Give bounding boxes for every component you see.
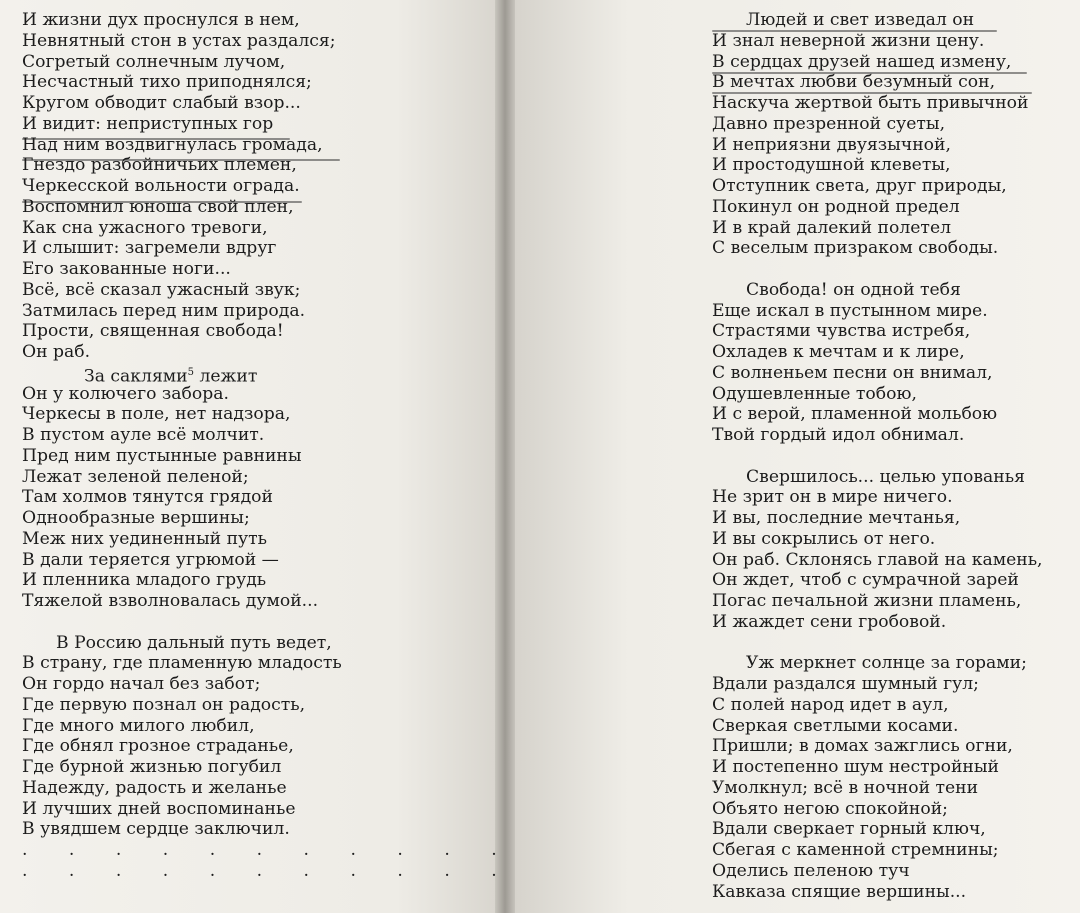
poem-line: Меж них уединенный путь [22, 528, 268, 549]
poem-line: Страстями чувства истребя, [712, 321, 971, 342]
poem-line: Умолкнул; всё в ночной тени [712, 777, 979, 798]
poem-line: И лучших дней воспоминанье [22, 798, 296, 819]
poem-line: И постепенно шум нестройный [712, 757, 999, 777]
poem-line: Сбегая с каменной стремнины; [712, 840, 999, 860]
poem-line: Он у колючего забора. [22, 383, 229, 404]
poem-line: Несчастный тихо приподнялся; [22, 72, 312, 93]
poem-line: Охладев к мечтам и к лире, [712, 342, 965, 362]
poem-line: И жизни дух проснулся в нем, [22, 10, 300, 30]
poem-line: С волненьем песни он внимал, [712, 362, 993, 383]
poem-line: Пред ним пустынные равнины [22, 445, 302, 466]
poem-line: В пустом ауле всё молчит. [22, 425, 265, 445]
poem-line: Там холмов тянутся грядой [22, 487, 273, 508]
poem-line: Где много милого любил, [22, 715, 255, 736]
poem-line: Он раб. [22, 342, 91, 362]
poem-line: Одушевленные тобою, [712, 383, 917, 404]
poem-line: Лежат зеленой пеленой; [22, 466, 249, 487]
poem-line: Кругом обводит слабый взор... [22, 93, 301, 113]
poem-line: Кавказа спящие вершины... [712, 881, 967, 902]
ellipsis-line: . . . . . . . . . . . [22, 860, 515, 881]
poem-line: И с верой, пламенной мольбою [712, 404, 998, 425]
poem-line: Всё, всё сказал ужасный звук; [22, 279, 301, 300]
poem-line-end: лежит [199, 366, 258, 387]
poem-line: Однообразные вершины; [22, 508, 250, 528]
poem-line: В дали теряется угрюмой — [22, 549, 279, 570]
stanza-break [712, 446, 1043, 467]
poem-line: В страну, где пламенную младость [22, 653, 342, 674]
poem-line: Погас печальной жизни пламень, [712, 591, 1022, 611]
poem-line: В сердцах друзей нашед измену, [712, 51, 1012, 72]
poem-line: Людей и свет изведал он [746, 10, 975, 30]
poem-line: И вы сокрылись от него. [712, 528, 936, 549]
poem-line: Тяжелой взволновалась думой... [22, 591, 319, 611]
poem-line: Еще искал в пустынном мире. [712, 300, 988, 321]
poem-line: И неприязни двуязычной, [712, 134, 951, 155]
poem-line: Черкесы в поле, нет надзора, [22, 404, 291, 425]
poem-line: И в край далекий полетел [712, 217, 952, 238]
poem-line: Затмилась перед ним природа. [22, 300, 306, 321]
poem-line: Объято негою спокойной; [712, 798, 948, 819]
poem-line: Где обнял грозное страданье, [22, 736, 294, 757]
poem-line: В Россию дальный путь ведет, [56, 632, 332, 653]
right-poem-text [712, 10, 1043, 902]
poem-line: С веселым призраком свободы. [712, 238, 999, 259]
poem-line: Наскуча жертвой быть привычной [712, 93, 1029, 113]
poem-line: Вдали сверкает горный ключ, [712, 819, 986, 840]
poem-line: И жаждет сени гробовой. [712, 611, 947, 632]
poem-line: Оделись пеленою туч [712, 860, 910, 881]
poem-line: Воспомнил юноша свой плен, [22, 196, 294, 217]
poem-line: Как сна ужасного тревоги, [22, 217, 268, 238]
poem-line: Гнездо разбойничьих племен, [22, 155, 297, 176]
poem-line: И вы, последние мечтанья, [712, 508, 961, 528]
poem-line: Пришли; в домах зажглись огни, [712, 736, 1013, 757]
ellipsis-line: . . . . . . . . . . . [22, 840, 515, 860]
poem-line: Его закованные ноги... [22, 259, 231, 279]
poem-line: Согретый солнечным лучом, [22, 51, 286, 72]
poem-line: С полей народ идет в аул, [712, 694, 949, 715]
poem-line: И видит: неприступных гор [22, 113, 274, 134]
poem-line: Свобода! он одной тебя [746, 279, 961, 300]
poem-line: Он раб. Склонясь главой на камень, [712, 549, 1043, 570]
poem-line: Где бурной жизнью погубил [22, 757, 282, 777]
poem-line: Отступник света, друг природы, [712, 176, 1007, 196]
poem-line: Покинул он родной предел [712, 196, 960, 217]
poem-line [22, 363, 515, 387]
poem-line: И простодушной клеветы, [712, 155, 951, 176]
poem-line: И слышит: загремели вдруг [22, 238, 277, 259]
poem-line-text: За саклями [84, 366, 188, 387]
poem-line: Он ждет, чтоб с сумрачной зарей [712, 570, 1019, 591]
poem-line: Он гордо начал без забот; [22, 674, 261, 694]
poem-line: В увядшем сердце заключил. [22, 819, 290, 840]
poem-line: Черкесской вольности ограда. [22, 176, 300, 196]
left-poem-text [22, 10, 515, 882]
poem-line: Не зрит он в мире ничего. [712, 487, 953, 508]
poem-line: Вдали раздался шумный гул; [712, 674, 979, 694]
poem-line: Твой гордый идол обнимал. [712, 425, 965, 445]
poem-line: В мечтах любви безумный сон, [712, 72, 996, 93]
poem-line: Свершилось... целью упованья [746, 466, 1025, 487]
stanza-break [22, 612, 515, 633]
poem-line: Невнятный стон в устах раздался; [22, 30, 336, 51]
stanza-break [712, 633, 1043, 654]
poem-line: И пленника младого грудь [22, 570, 267, 591]
poem-line: Надежду, радость и желанье [22, 777, 287, 798]
poem-line: Сверкая светлыми косами. [712, 715, 959, 736]
poem-line: Над ним воздвигнулась громада, [22, 134, 323, 155]
poem-line: Прости, священная свобода! [22, 321, 284, 342]
footnote-mark: 5 [187, 366, 194, 378]
poem-line: Где первую познал он радость, [22, 694, 306, 715]
poem-line: И знал неверной жизни цену. [712, 30, 985, 51]
poem-line: Уж меркнет солнце за горами; [746, 653, 1027, 674]
stanza-break [712, 259, 1043, 280]
poem-line: Давно презренной суеты, [712, 113, 946, 134]
